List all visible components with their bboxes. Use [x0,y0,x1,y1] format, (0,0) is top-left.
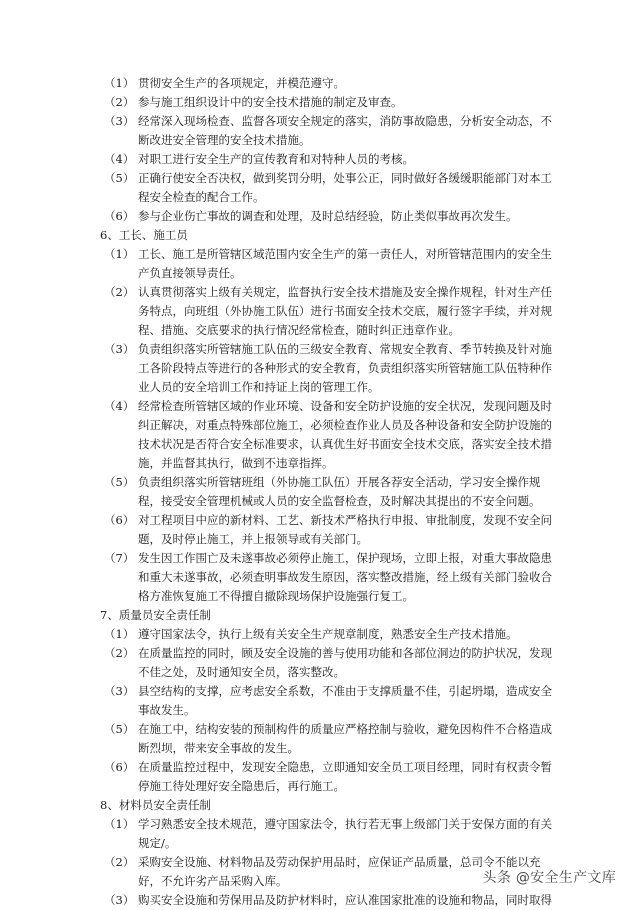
item-number: （5） [104,475,135,489]
item-text: 工长、施工是所管辖区域范围内安全生产的第一责任人，对所管辖范围内的安全生产负直接领导责任。 [138,247,552,280]
list-item [100,815,560,853]
item-number: （4） [104,399,135,413]
list-item [100,150,560,169]
item-number: （3） [104,684,135,698]
item-number: （3） [104,342,135,356]
item-number: （2） [104,95,135,109]
item-number: （1） [104,817,135,831]
item-text: 参与企业伤亡事故的调查和处理，及时总结经验，防止类似事故再次发生。 [138,209,518,223]
item-text: 负责组织落实所管辖施工队伍的三级安全教育、常规安全教育、季节转换及针对施工各阶段特点等进行的各种形式的安全教育，负责组织落实所管辖施工队伍特种作业人员的安全培训工作和持证上岗的管理工作。 [138,342,552,394]
list-item [100,549,560,606]
item-text: 遵守国家法令，执行上级有关安全生产规章制度，熟悉安全生产技术措施。 [138,627,518,641]
item-number: （1） [104,247,135,261]
item-number: （2） [104,285,135,299]
item-text: 在施工中，结构安装的预制构件的质量应严格控制与验收，避免因构件不合格造成断烈坝，带来安全事故的发生。 [138,722,552,755]
list-item [100,758,560,796]
item-number: （7） [104,551,135,565]
item-text: 采购安全设施、材料物品及劳动保护用品时，应保证产品质量，总司令不能以充好，不允许劣产品采购入库。 [138,855,541,888]
list-item [100,682,560,720]
list-item [100,644,560,682]
watermark: 头条 @安全生产文库 [482,870,616,886]
item-number: （2） [104,646,135,660]
item-number: （6） [104,513,135,527]
item-text: 参与施工组织设计中的安全技术措施的制定及审查。 [138,95,403,109]
section-heading-text: 7、质量员安全责任制 [100,608,211,622]
section-heading [100,796,560,815]
list-item [100,169,560,207]
item-text: 对职工进行安全生产的宣传教育和对特种人员的考核。 [138,152,414,166]
list-item [100,245,560,283]
item-number: （4） [104,152,135,166]
item-number: （1） [104,627,135,641]
item-text: 县空结构的支撑，应考虑安全系数，不准由于支撑质量不佳，引起坍塌，造成安全事故发生。 [138,684,552,717]
list-item [100,340,560,397]
list-item [100,511,560,549]
item-text: 负责组织落实所管辖班组（外协施工队伍）开展各荐安全活动，学习安全操作规程，接受安全管理机械或人员的安全监督检查，及时解决其提出的不安全问题。 [138,475,541,508]
section-heading-text: 8、材料员安全责任制 [100,798,211,812]
list-item [100,207,560,226]
section-heading-text: 6、工长、施工员 [100,228,188,242]
item-number: （1） [104,76,135,90]
list-item [100,720,560,758]
list-item [100,74,560,93]
list-item [100,112,560,150]
item-text: 认真贯彻落实上级有关规定，监督执行安全技术措施及安全操作规程，针对生产任务特点，向班组（外协施工队伍）进行书面安全技术交底，履行签字手续，并对规程、措施、交底要求的执行情况经常检查，随时纠正违章作业。 [138,285,552,337]
item-text: 正确行使安全否决权，做到奖罚分明，处事公正，同时做好各缓缓职能部门对本工程安全检查的配合工作。 [138,171,552,204]
item-number: （3） [104,114,135,128]
item-text: 贯彻安全生产的各项规定，并模范遵守。 [138,76,345,90]
document-body [100,74,560,910]
item-text: 发生因工作围亡及未遂事故必须停止施工，保护现场，立即上报，对重大事故隐患和重大未遂事故，必须查明事故发生原因，落实整改措施，经上级有关部门验收合格方准恢复施工不得擅自撤除现场保护设施强行复工。 [138,551,552,603]
list-item [100,283,560,340]
section-heading [100,606,560,625]
list-item [100,93,560,112]
item-number: （3） [104,893,135,907]
item-number: （6） [104,760,135,774]
item-number: （5） [104,171,135,185]
item-text: 对工程项目中应的新材料、工艺、新技术严格执行申报、审批制度，发现不安全问题，及时停止施工，并上报领导或有关部门。 [138,513,552,546]
item-number: （6） [104,209,135,223]
item-text: 学习熟悉安全技术规范，遵守国家法令，执行若无事上级部门关于安保方面的有关规定/。 [138,817,552,850]
list-item [100,891,560,910]
item-number: （5） [104,722,135,736]
list-item [100,473,560,511]
list-item [100,625,560,644]
item-text: 购买安全设施和劳保用品及防护材料时，应认准国家批准的设施和物品，同时取得 [138,893,552,907]
item-text: 在质量监控的同时，顾及安全设施的善与使用功能和各部位洞边的防护状况，发现不佳之处，及时通知安全员，落实整改。 [138,646,552,679]
item-text: 经常深入现场检查、监督各项安全规定的落实，消防事故隐患，分析安全动态，不断改进安全管理的安全技术措施。 [138,114,552,147]
item-number: （2） [104,855,135,869]
item-text: 经常检查所管辖区域的作业环境、设备和安全防护设施的安全状况，发现问题及时纠正解决，对重点特殊部位施工，必须检查作业人员及各种设备和安全防护设施的技术状况是否符合安全标准要求，认真优生好书面安全技术交底，落实安全技术措施，并监督其执行，做到不违章指挥。 [138,399,552,470]
list-item [100,397,560,473]
item-text: 在质量监控过程中，发现安全隐患，立即通知安全员工项目经理，同时有权责令暂停施工待处理好安全隐患后，再行施工。 [138,760,552,793]
section-heading [100,226,560,245]
